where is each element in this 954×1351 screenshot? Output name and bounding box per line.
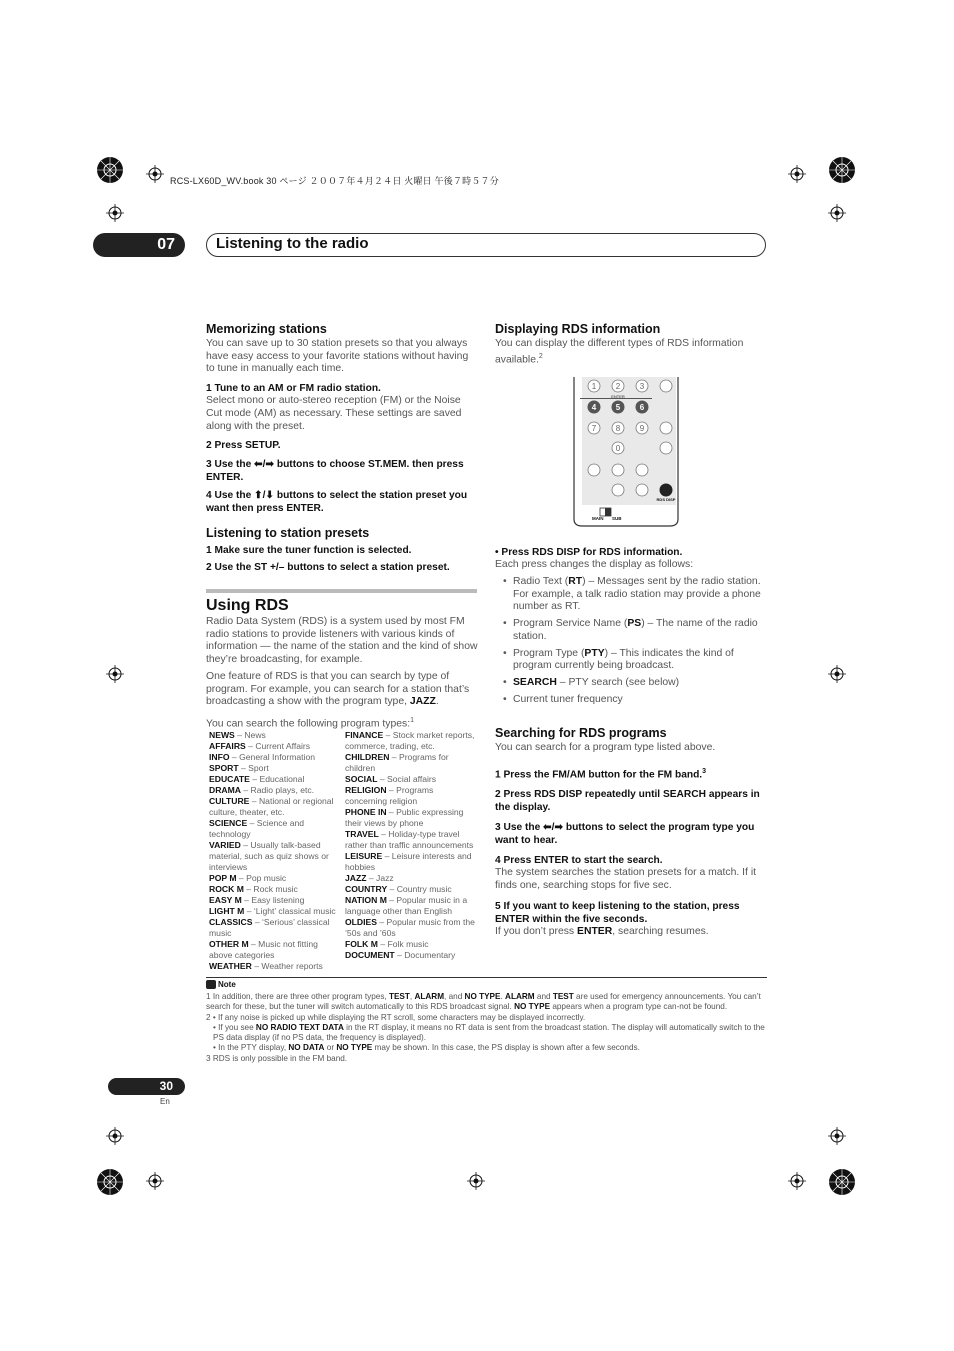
search-step-3: 3 Use the ⬅/➡ buttons to select the program type you want to hear. (495, 822, 755, 847)
displaying-rds-heading: Displaying RDS information (495, 322, 661, 336)
chapter-title: Listening to the radio (216, 235, 369, 252)
rds-disp-step: • Press RDS DISP for RDS information. (495, 547, 683, 558)
crosshair-mark (828, 1127, 846, 1145)
svg-text:5: 5 (615, 403, 621, 412)
program-type-item: CULTURE – National or regional culture, theater, etc. (209, 796, 334, 817)
registration-star-top-left (96, 156, 124, 184)
note-label: Note (206, 980, 236, 989)
footnote-1: 1 In addition, there are three other program types, TEST, ALARM, and NO TYPE. ALARM and TEST are used for emergency announcements. You can’t search for these, but the tuner will switch automatically to this RDS broadcast signal. NO TYPE appears when a program type can-not be found. (206, 992, 761, 1012)
program-type-item: LIGHT M – ‘Light’ classical music (209, 906, 336, 916)
station-presets-heading: Listening to station presets (206, 526, 370, 541)
program-type-item: DRAMA – Radio plays, etc. (209, 785, 315, 795)
svg-text:ENTER: ENTER (611, 394, 625, 399)
list-item: • SEARCH – PTY search (see below) (495, 677, 767, 690)
footnotes (206, 992, 767, 1064)
memorizing-step-1: 1 Tune to an AM or FM radio station. (206, 383, 381, 395)
using-rds-section (206, 597, 478, 731)
section-divider (206, 589, 477, 593)
remote-drawing (572, 377, 680, 527)
page-number: 30 (108, 1078, 185, 1095)
program-type-item: TRAVEL – Holiday-type travel rather than traffic announcements (345, 829, 474, 850)
search-step-4: 4 Press ENTER to start the search. (495, 855, 663, 867)
crosshair-mark (106, 1127, 124, 1145)
crosshair-mark (146, 1172, 164, 1190)
program-type-item: ROCK M – Rock music (209, 884, 298, 894)
footnote-2c: • In the PTY display, NO DATA or NO TYPE may be shown. In this case, the PS display is shown after a few seconds. (213, 1043, 640, 1053)
program-type-item: JAZZ – Jazz (345, 873, 394, 883)
left-column (206, 322, 478, 574)
svg-text:1: 1 (591, 382, 597, 391)
program-type-item: INFO – General Information (209, 752, 316, 762)
each-press-text: Each press changes the display as follows: (495, 559, 694, 570)
program-type-item: OLDIES – Popular music from the ’50s and ’60s (345, 917, 475, 938)
svg-text:SUB: SUB (612, 516, 622, 521)
list-item: • Radio Text (RT) – Messages sent by the radio station. For example, a talk radio station may provide a phone number as RT. (495, 576, 767, 614)
notes-divider (206, 977, 767, 978)
program-type-item: VARIED – Usually talk-based material, such as quiz shows or interviews (209, 840, 329, 872)
crosshair-mark (467, 1172, 485, 1190)
program-type-item: DOCUMENT – Documentary (345, 950, 456, 960)
program-type-item: CLASSICS – ‘Serious’ classical music (209, 917, 330, 938)
svg-text:RDS DISP: RDS DISP (656, 497, 676, 502)
language-code: En (160, 1097, 170, 1106)
program-type-item: SOCIAL – Social affairs (345, 774, 437, 784)
svg-text:3: 3 (639, 382, 645, 391)
list-item: • Current tuner frequency (495, 694, 767, 707)
crosshair-mark (828, 204, 846, 222)
program-type-item: OTHER M – Music not fitting above categories (209, 939, 318, 960)
svg-text:6: 6 (639, 403, 645, 412)
memorizing-stations-heading: Memorizing stations (206, 322, 327, 336)
search-step-4-text: The system searches the station presets for a match. If it finds one, searching stops for five sec. (495, 867, 757, 891)
footnote-3: 3 RDS is only possible in the FM band. (206, 1053, 348, 1063)
svg-text:0: 0 (615, 444, 621, 453)
program-type-item: EDUCATE – Educational (209, 774, 305, 784)
crosshair-mark (106, 204, 124, 222)
remote-control-illustration (572, 377, 680, 527)
program-types-left (209, 730, 341, 972)
registration-star-bottom-right (828, 1168, 856, 1196)
program-type-item: LEISURE – Leisure interests and hobbies (345, 851, 472, 872)
presets-step-1: 1 Make sure the tuner function is selected. (206, 545, 412, 557)
program-type-item: WEATHER – Weather reports (209, 961, 323, 971)
crosshair-mark (146, 165, 164, 183)
program-type-item: NEWS – News (209, 730, 266, 740)
list-item: • Program Service Name (PS) – The name of the radio station. (495, 618, 767, 644)
right-column-display (495, 546, 767, 711)
memorizing-step-4: 4 Use the ⬆/⬇ buttons to select the station preset you want then press ENTER. (206, 490, 468, 515)
crosshair-mark (788, 165, 806, 183)
crosshair-mark (788, 1172, 806, 1190)
program-type-item: POP M – Pop music (209, 873, 287, 883)
right-column-top (495, 322, 767, 367)
search-step-1: 1 Press the FM/AM button for the FM band.$^3$ (495, 767, 707, 781)
program-type-item: PHONE IN – Public expressing their views by phone (345, 807, 464, 828)
presets-step-2: 2 Use the ST +/– buttons to select a station preset. (206, 562, 450, 574)
rds-paragraph-3: You can search the following program types:$^1$ (206, 716, 414, 730)
program-type-item: FINANCE – Stock market reports, commerce, trading, etc. (345, 730, 475, 751)
footnote-2b: • If you see NO RADIO TEXT DATA in the RT display, it means no RT data is sent from the broadcast station. The display will automatically switch to the PS data display (if no PS data, the frequency is displayed). (213, 1022, 765, 1043)
searching-intro: You can search for a program type listed above. (495, 742, 716, 753)
memorizing-step-2: 2 Press SETUP. (206, 440, 281, 452)
note-icon (206, 980, 216, 989)
program-type-item: RELIGION – Programs concerning religion (345, 785, 434, 806)
right-column-search (495, 726, 767, 938)
search-step-5: 5 If you want to keep listening to the station, press ENTER within the five seconds. (495, 900, 740, 925)
program-type-item: EASY M – Easy listening (209, 895, 305, 905)
list-item: • Program Type (PTY) – This indicates the kind of program currently being broadcast. (495, 648, 767, 674)
svg-text:8: 8 (615, 424, 621, 433)
search-step-5-text: If you don’t press ENTER, searching resumes. (495, 925, 709, 937)
program-type-item: COUNTRY – Country music (345, 884, 452, 894)
svg-text:MAIN: MAIN (592, 516, 604, 521)
displaying-rds-intro: You can display the different types of RDS information available.$^2$ (495, 338, 744, 366)
rds-paragraph-2: One feature of RDS is that you can search by type of program. For example, you can search for a station that’s broadcasting a show with the program type, JAZZ. (206, 670, 470, 708)
svg-text:4: 4 (591, 403, 597, 412)
program-type-item: SCIENCE – Science and technology (209, 818, 305, 839)
registration-star-bottom-left (96, 1168, 124, 1196)
memorizing-step-1-text: Select mono or auto-stereo reception (FM) or the Noise Cut mode (AM) as necessary. These settings are saved along with the preset. (206, 395, 462, 432)
program-types-right (345, 730, 477, 961)
program-type-item: FOLK M – Folk music (345, 939, 429, 949)
memorizing-step-3: 3 Use the ⬅/➡ buttons to choose ST.MEM. then press ENTER. (206, 459, 464, 484)
rds-paragraph-1: Radio Data System (RDS) is a system used by most FM radio stations to provide listeners with various kinds of information — the name of the station and the kind of show they’re broadcasting, for example. (206, 616, 478, 666)
program-type-item: SPORT – Sport (209, 763, 269, 773)
program-type-item: AFFAIRS – Current Affairs (209, 741, 311, 751)
book-file-header: RCS-LX60D_WV.book 30 ページ ２００７年４月２４日 火曜日 午後７時５７分 (170, 176, 499, 186)
footnote-2a: 2 • If any noise is picked up while displaying the RT scroll, some characters may be displayed incorrectly. (206, 1012, 586, 1022)
using-rds-heading: Using RDS (206, 597, 289, 614)
memorizing-intro: You can save up to 30 station presets so that you always have easy access to your favorite stations without having to tune in manually each time. (206, 338, 469, 375)
crosshair-mark (828, 665, 846, 683)
program-type-item: NATION M – Popular music in a language other than English (345, 895, 468, 916)
rds-display-list (495, 576, 767, 707)
crosshair-mark (106, 665, 124, 683)
search-step-2: 2 Press RDS DISP repeatedly until SEARCH appears in the display. (495, 789, 760, 814)
searching-rds-heading: Searching for RDS programs (495, 726, 667, 740)
svg-text:9: 9 (639, 424, 645, 433)
svg-text:2: 2 (615, 382, 621, 391)
chapter-number: 07 (93, 233, 185, 257)
registration-star-top-right (828, 156, 856, 184)
program-type-item: CHILDREN – Programs for children (345, 752, 449, 773)
svg-text:7: 7 (591, 424, 597, 433)
